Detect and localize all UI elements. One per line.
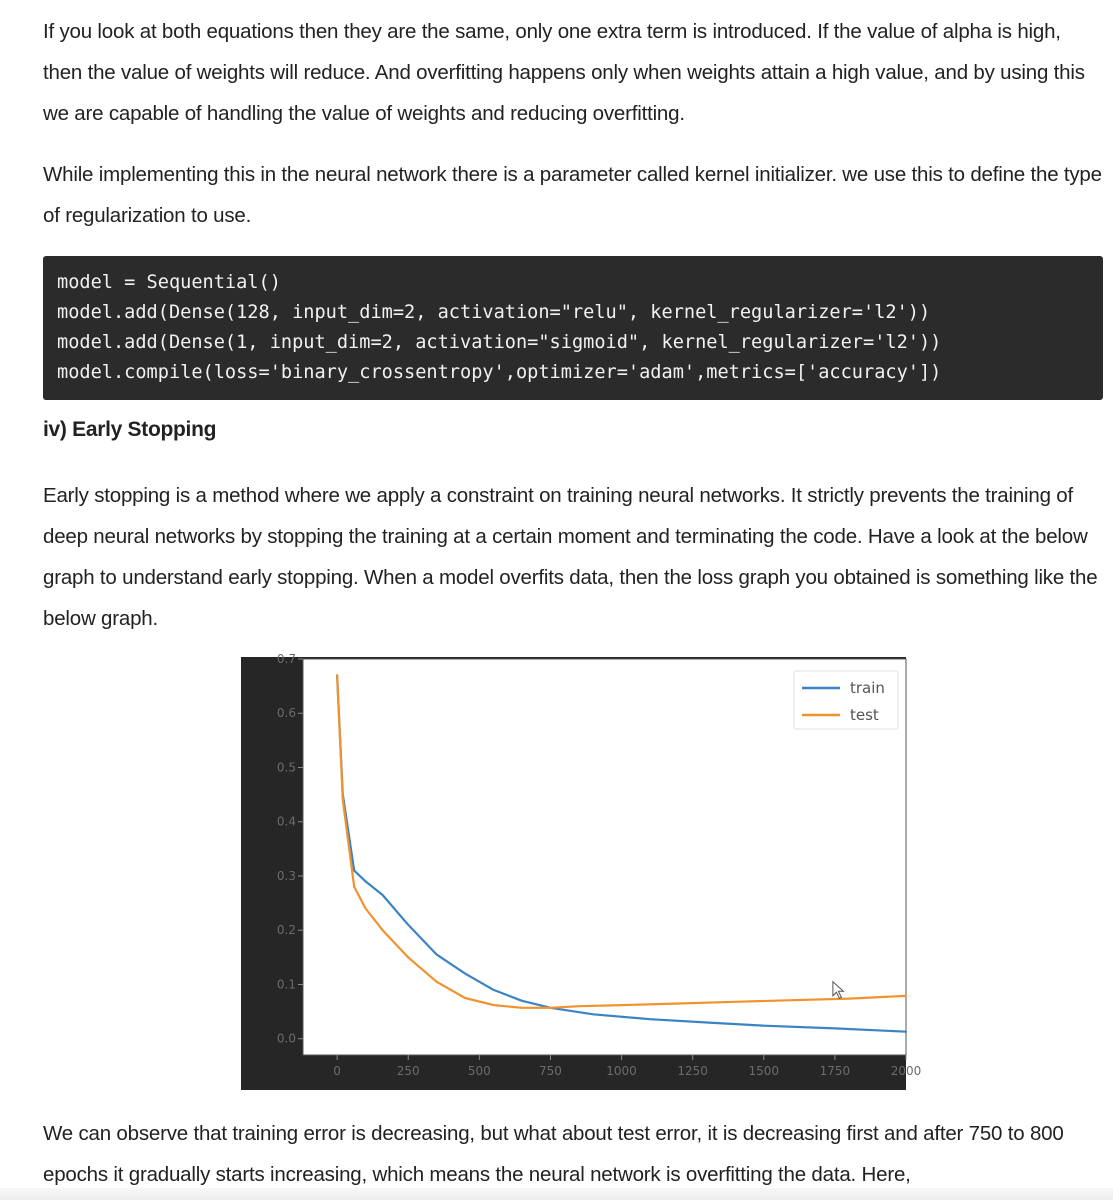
legend-label-train: train (850, 679, 885, 697)
y-tick-label: 0.2 (276, 923, 296, 938)
x-tick-label: 1000 (606, 1064, 637, 1078)
x-tick-label: 250 (396, 1064, 420, 1078)
y-tick-label: 0.6 (276, 706, 296, 721)
y-tick-label: 0.0 (276, 1031, 296, 1046)
loss-chart (241, 652, 922, 1090)
loss-chart-figure (241, 652, 922, 1090)
paragraph-early-stopping: Early stopping is a method where we apply a constraint on training neural networks. It strictly prevents the training of deep neural networks by stopping the training at a certain moment and terminating the code. Have a look at the below graph to understand early stopping. When a model overfits data, then the loss graph you obtained is something like the below graph. (43, 484, 1098, 630)
paragraph-equations: If you look at both equations then they are the same, only one extra term is introduced. If the value of alpha is high, then the value of weights will reduce. And overfitting happens only when weights attain a high value, and by using this we are capable of handling the value of weights and reducing overfitting. (43, 20, 1085, 125)
x-tick-label: 1250 (677, 1064, 708, 1078)
x-tick-label: 750 (539, 1064, 562, 1078)
code-line: model = Sequential() (57, 272, 281, 293)
x-tick-label: 0 (333, 1064, 341, 1078)
y-tick-label: 0.3 (276, 868, 296, 883)
y-tick-label: 0.4 (276, 814, 296, 829)
y-tick-label: 0.5 (276, 760, 296, 775)
x-tick-label: 1500 (748, 1064, 780, 1078)
paragraph-observation: We can observe that training error is decreasing, but what about test error, it is decreasing first and after 750 to 800 epochs it gradually starts increasing, which means the neural network is overfitting the data. Here, (43, 1122, 1064, 1186)
paragraph-kernel-initializer: While implementing this in the neural network there is a parameter called kernel initializer. we use this to define the type of regularization to use. (43, 163, 1102, 227)
code-line: model.compile(loss='binary_crossentropy',optimizer='adam',metrics=['accuracy']) (57, 362, 942, 383)
x-tick-label: 2000 (890, 1064, 922, 1078)
x-tick-label: 1750 (819, 1064, 851, 1078)
y-tick-label: 0.1 (276, 977, 296, 992)
code-line: model.add(Dense(128, input_dim=2, activation="relu", kernel_regularizer='l2')) (57, 302, 931, 323)
y-tick-label: 0.7 (276, 652, 296, 666)
x-tick-label: 500 (467, 1064, 491, 1078)
legend-label-test: test (850, 706, 879, 724)
code-line: model.add(Dense(1, input_dim=2, activation="sigmoid", kernel_regularizer='l2')) (57, 332, 942, 353)
code-block (43, 256, 1103, 400)
section-heading: iv) Early Stopping (43, 418, 217, 441)
page-bottom-edge (0, 1188, 1113, 1200)
